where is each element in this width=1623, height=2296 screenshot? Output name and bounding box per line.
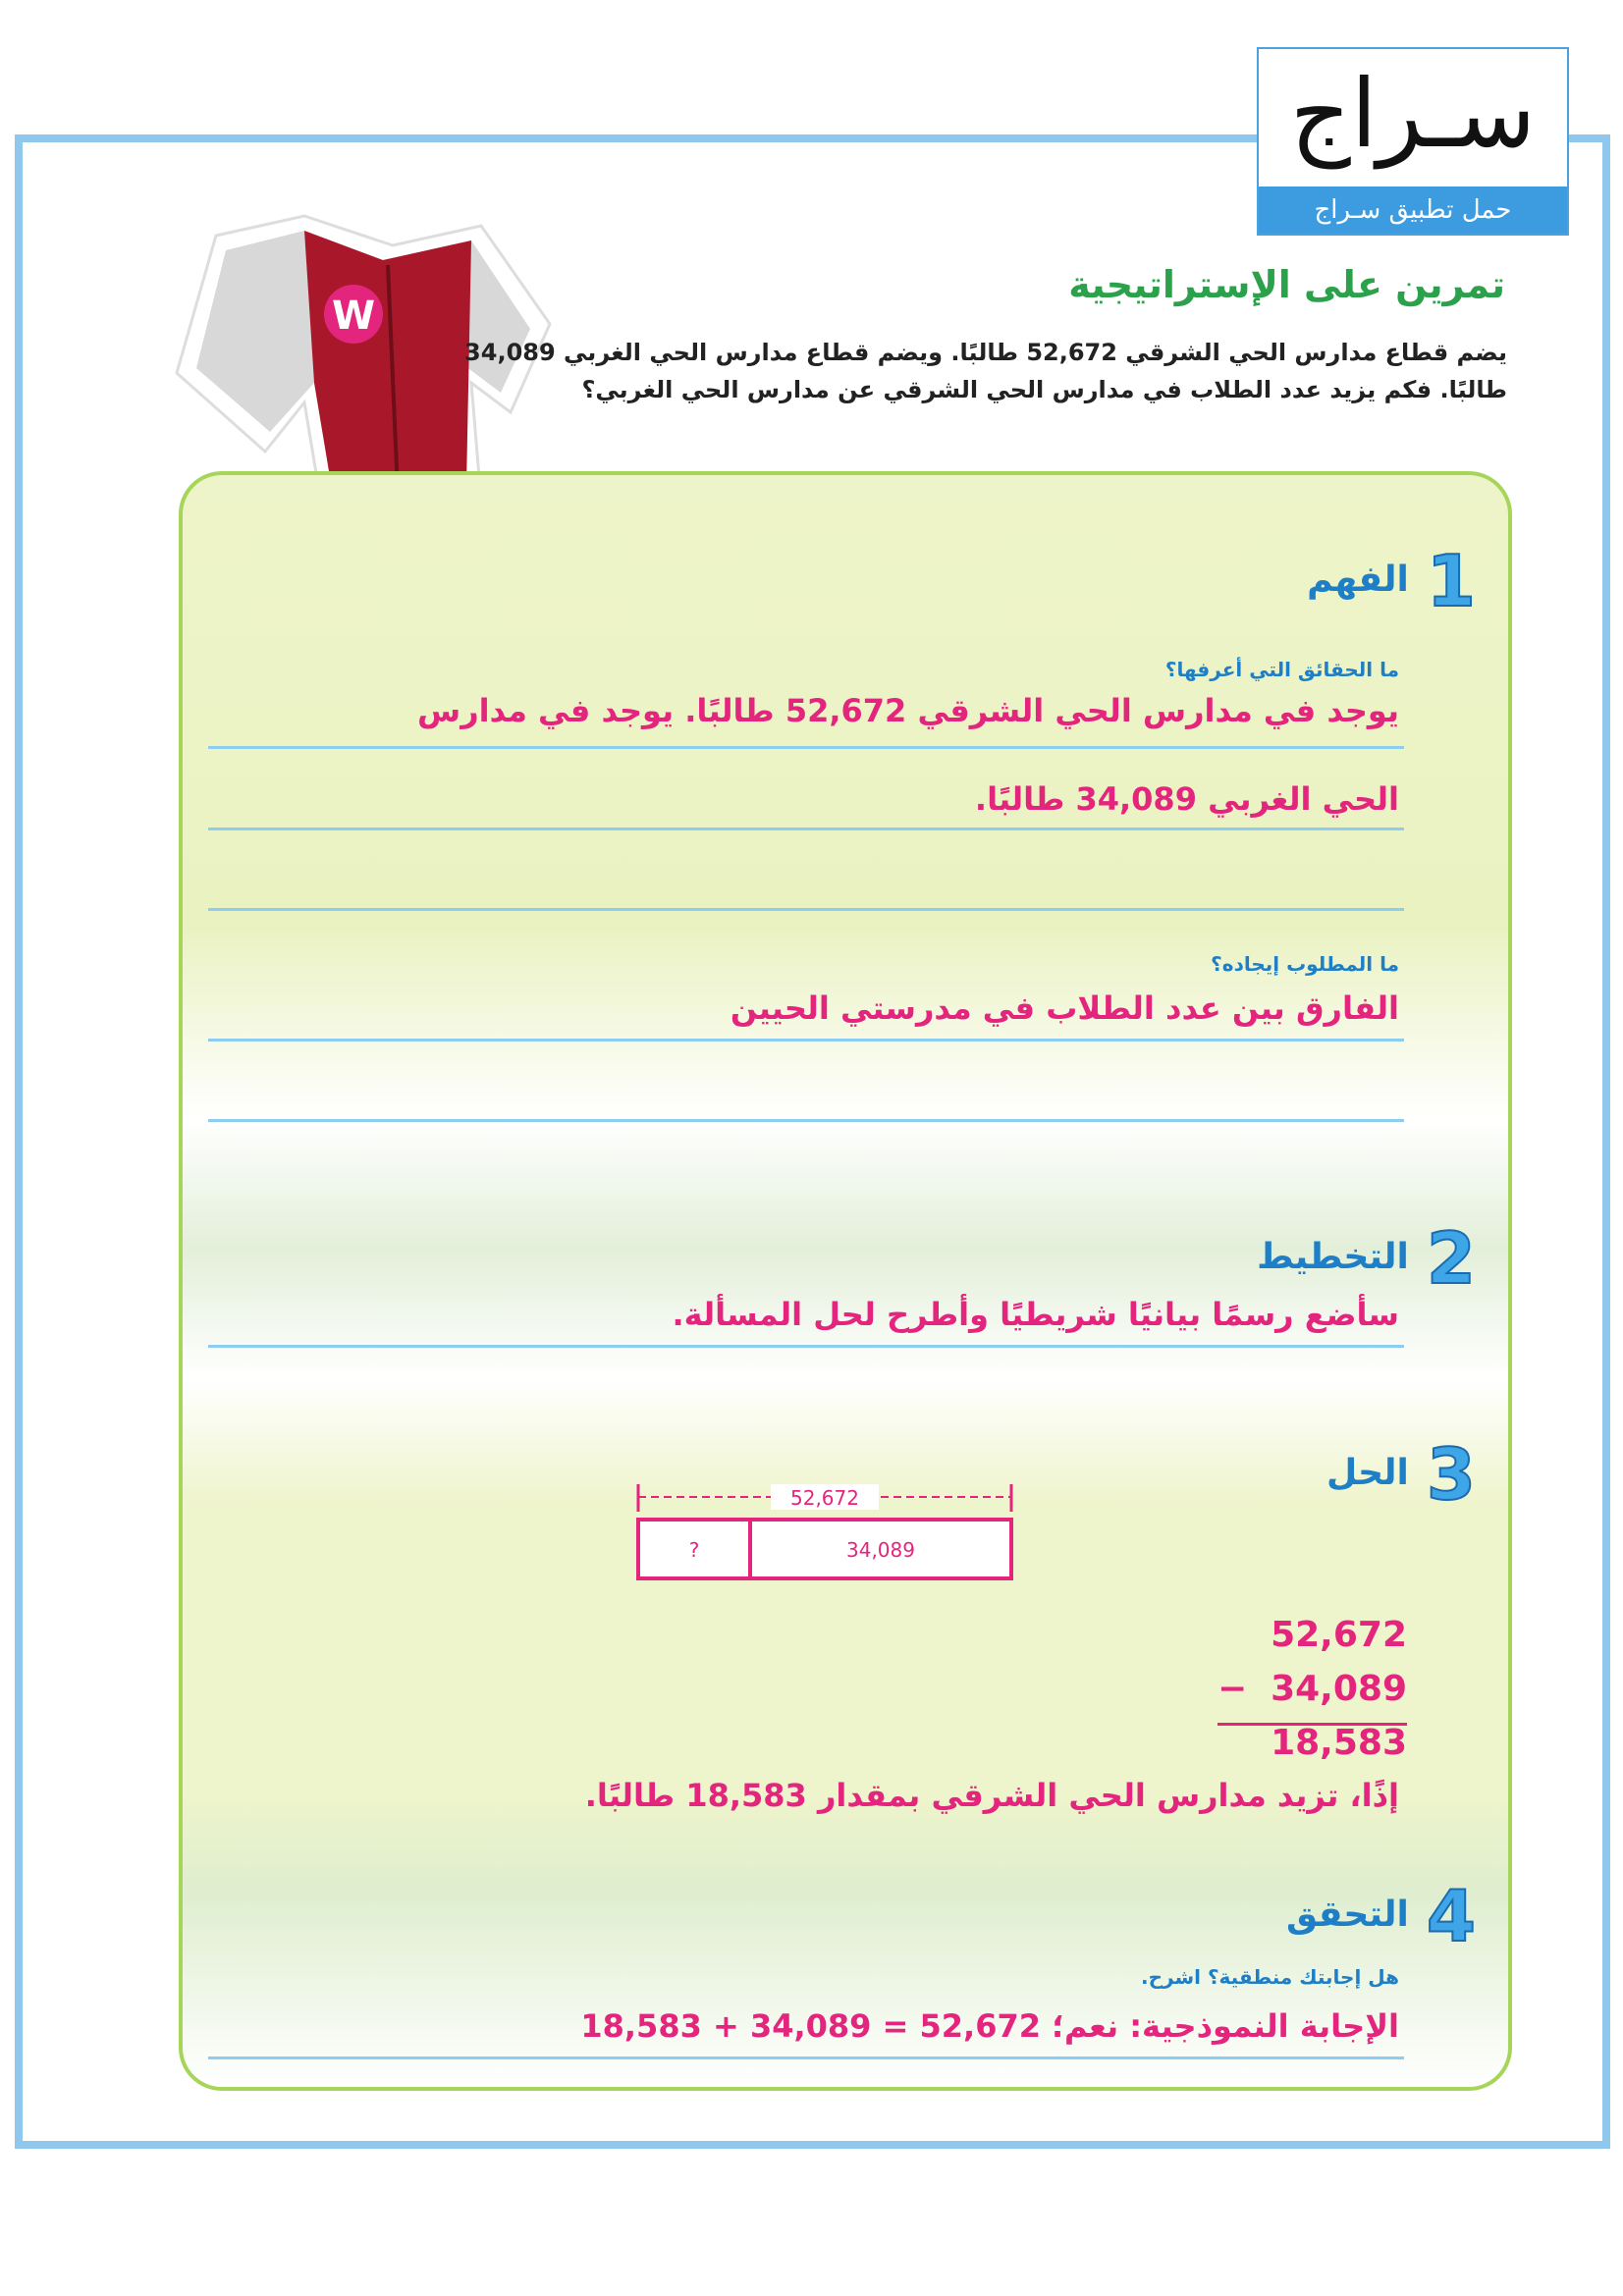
answer-rule (208, 1039, 1404, 1041)
svg-text:W: W (331, 294, 376, 339)
step4-number: 4 (1426, 1875, 1476, 1957)
calc-result: 18,583 (1271, 1723, 1407, 1763)
answer-rule (208, 1119, 1404, 1122)
step1-question-1: ما الحقائق التي أعرفها؟ (1164, 658, 1399, 681)
calc-operator: − (1217, 1669, 1248, 1709)
step4-heading (1286, 1875, 1476, 1957)
calc-subtrahend: 34,089 (1271, 1669, 1407, 1709)
step2-answer: سأضع رسمًا بيانيًا شريطيًا وأطرح لحل المسألة. (672, 1296, 1399, 1333)
unknown-part-label: ? (688, 1538, 700, 1562)
step3-heading (1326, 1433, 1476, 1516)
step1-question-2: ما المطلوب إيجاده؟ (1211, 952, 1399, 976)
step1-answer-line-2: الحي الغربي 34,089 طالبًا. (974, 780, 1399, 818)
step2-number: 2 (1426, 1217, 1476, 1300)
siraj-logo (1257, 47, 1569, 236)
answer-rule (208, 1345, 1404, 1348)
step3-conclusion: إذًا، تزيد مدارس الحي الشرقي بمقدار 18,583 طالبًا. (584, 1777, 1399, 1814)
step4-title: التحقق (1286, 1895, 1409, 1935)
step3-title: الحل (1325, 1453, 1409, 1493)
step4-answer: الإجابة النموذجية: نعم؛ 52,672 = 34,089 + 18,583 (580, 2007, 1399, 2045)
answer-rule (208, 828, 1404, 830)
problem-line-1: يضم قطاع مدارس الحي الشرقي 52,672 طالبًا. ويضم قطاع مدارس الحي الغربي 34,089 (464, 339, 1507, 366)
step1-number: 1 (1426, 540, 1476, 622)
calc-minuend: 52,672 (1271, 1615, 1407, 1655)
bar-model (633, 1472, 1021, 1590)
answer-rule (208, 2056, 1404, 2059)
known-part-label: 34,089 (846, 1538, 915, 1562)
step3-number: 3 (1426, 1433, 1476, 1516)
logo-name: سـراج (1289, 59, 1537, 169)
page-title: تمرين على الإستراتيجية (1068, 263, 1505, 306)
calc-subtrahend-row (1217, 1669, 1407, 1709)
step1-heading (1307, 540, 1476, 622)
problem-statement (407, 334, 1507, 408)
step2-title: التخطيط (1257, 1237, 1409, 1277)
step4-question: هل إجابتك منطقية؟ اشرح. (1141, 1965, 1399, 1989)
logo-tagline: حمل تطبيق سـراج (1259, 187, 1567, 234)
answer-rule (208, 746, 1404, 749)
answer-rule (208, 908, 1404, 911)
step1-answer-2: الفارق بين عدد الطلاب في مدرستي الحيين (730, 989, 1399, 1027)
step2-heading (1257, 1217, 1476, 1300)
step1-answer-line-1: يوجد في مدارس الحي الشرقي 52,672 طالبًا. يوجد في مدارس (417, 692, 1399, 729)
problem-line-2: طالبًا. فكم يزيد عدد الطلاب في مدارس الحي الشرقي عن مدارس الحي الغربي؟ (581, 376, 1507, 403)
step1-title: الفهم (1307, 560, 1409, 600)
total-label: 52,672 (790, 1486, 859, 1510)
